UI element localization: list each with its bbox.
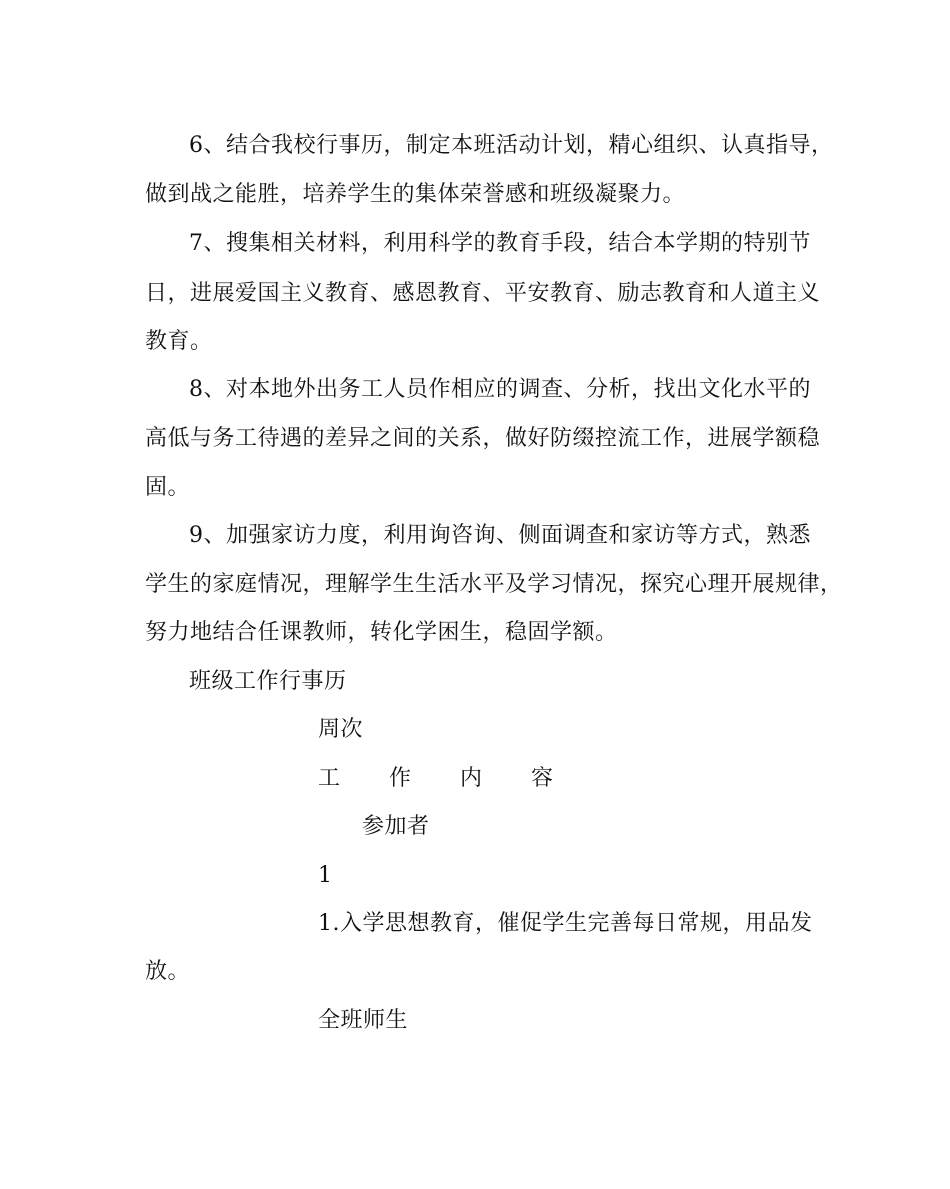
paragraph-8-line-3: 固。	[145, 475, 191, 500]
row-1-participants: 全班师生	[318, 1008, 409, 1033]
paragraph-7-line-2: 日，进展爱国主义教育、感恩教育、平安教育、励志教育和人道主义	[145, 281, 821, 306]
paragraph-9-line-1: 9、加强家访力度，利用询咨询、侧面调查和家访等方式，熟悉	[189, 523, 811, 548]
paragraph-8-line-2: 高低与务工待遇的差异之间的关系，做好防缀控流工作，进展学额稳	[145, 426, 821, 451]
paragraph-9-line-2: 学生的家庭情况，理解学生生活水平及学习情况，探究心理开展规律，	[145, 572, 843, 597]
paragraph-6-line-2: 做到战之能胜，培养学生的集体荣誉感和班级凝聚力。	[145, 182, 686, 207]
row-1-content-line-1: 1.入学思想教育，催促学生完善每日常规，用品发	[318, 911, 813, 936]
paragraph-6-line-1: 6、结合我校行事历，制定本班活动计划，精心组织、认真指导，	[189, 133, 834, 158]
column-header-participants: 参加者	[362, 814, 430, 839]
column-header-content	[318, 764, 553, 794]
column-header-content-char-2: 作	[389, 766, 412, 791]
paragraph-7-line-1: 7、搜集相关材料，利用科学的教育手段，结合本学期的特别节	[189, 231, 811, 256]
column-header-content-char-3: 内	[460, 766, 483, 791]
column-header-week: 周次	[318, 717, 364, 742]
row-1-content-line-2: 放。	[145, 959, 191, 984]
row-1-week: 1	[318, 863, 333, 888]
paragraph-7-line-3: 教育。	[145, 329, 213, 354]
paragraph-9-line-3: 努力地结合任课教师，转化学困生，稳固学额。	[145, 620, 618, 645]
paragraph-8-line-1: 8、对本地外出务工人员作相应的调查、分析，找出文化水平的	[189, 377, 811, 402]
calendar-title: 班级工作行事历	[189, 669, 347, 694]
column-header-content-char-1: 工	[318, 766, 341, 791]
column-header-content-char-4: 容	[531, 766, 554, 791]
